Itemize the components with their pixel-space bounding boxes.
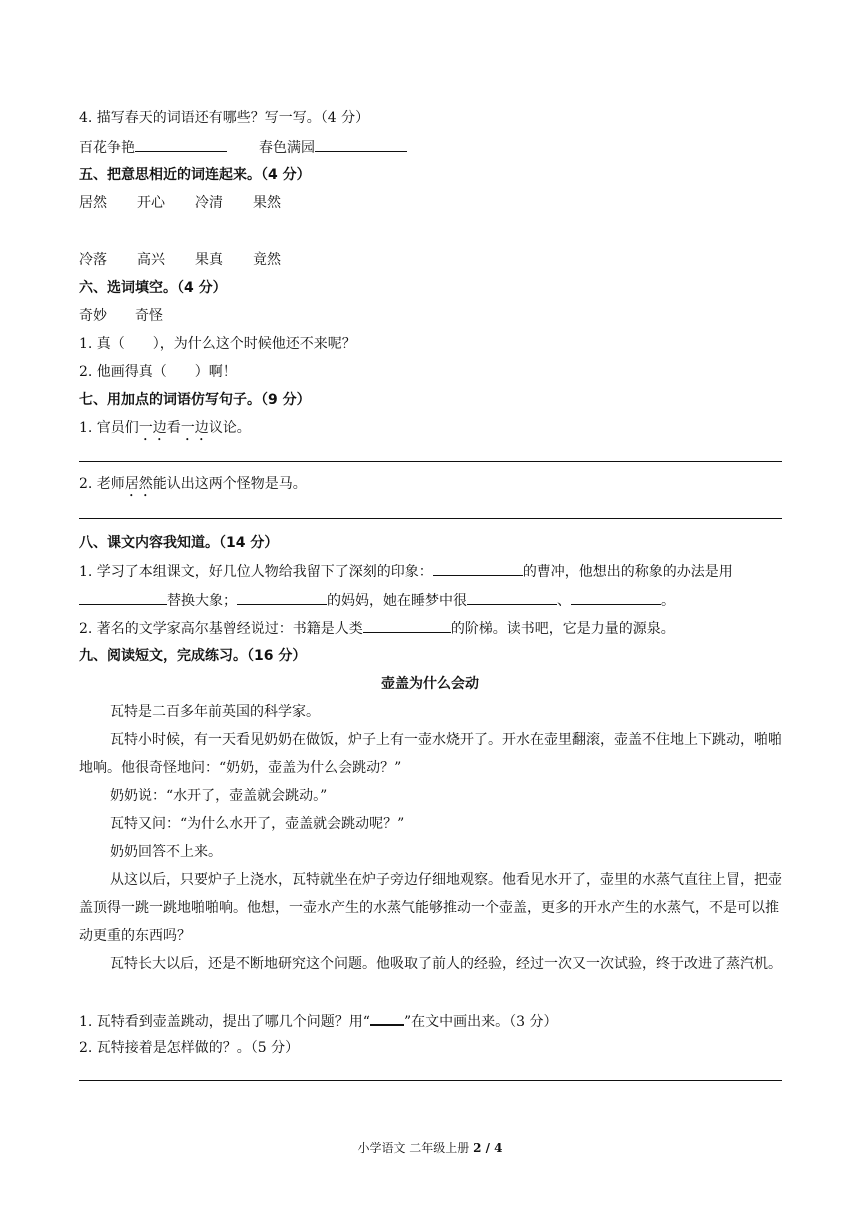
s9-q1-underline-sample	[370, 1010, 404, 1026]
s8-q1-text: 的曹冲，他想出的称象的办法是用	[522, 564, 733, 580]
s6-options: 奇妙 奇怪	[79, 308, 163, 324]
section-9-heading: 九、阅读短文，完成练习。（16 分）	[79, 648, 307, 664]
passage-paragraph-4: 瓦特又问：“为什么水开了，壶盖就会跳动呢？”	[110, 816, 405, 832]
s8-question-1-line-2	[79, 590, 675, 611]
q4-word-2: 春色满园	[259, 140, 315, 156]
passage-paragraph-2: 瓦特小时候，有一天看见奶奶在做饭，炉子上有一壶水烧开了。开水在壶里翻滚，壶盖不住地上下跳动，啪啪地响。他很奇怪地问：“奶奶，壶盖为什么会跳动？”	[79, 732, 782, 776]
footer-text: 小学语文 二年级上册	[357, 1141, 474, 1155]
passage-paragraph-7: 瓦特长大以后，还是不断地研究这个问题。他吸取了前人的经验，经过一次又一次试验，终于改进了蒸汽机。	[110, 956, 782, 972]
s7-answer-line-1	[79, 461, 782, 462]
s8-question-1-line-1	[79, 561, 733, 582]
s7-q1-emphasis-1: 一边	[138, 420, 167, 436]
passage-title: 壶盖为什么会动	[381, 676, 479, 692]
s5-word: 果真	[195, 252, 223, 268]
s8-q2-text: 2. 著名的文学家高尔基曾经说过：书籍是人类	[79, 621, 363, 637]
s5-word: 冷清	[195, 195, 223, 211]
q4-answer-line	[79, 137, 407, 158]
s6-question-2: 2. 他画得真（ ）啊！	[79, 364, 237, 380]
s7-q2-emphasis: 居然	[124, 476, 153, 492]
q4-blank-2	[315, 137, 407, 152]
s8-blank	[363, 618, 451, 633]
passage-paragraph-6: 从这以后，只要炉子上浇水，瓦特就坐在炉子旁边仔细地观察。他看见水开了，壶里的水蒸气直往上冒，把壶盖顶得一跳一跳地啪啪响。他想，一壶水产生的水蒸气能够推动一个壶盖，更多的开水产生的水蒸气，不是可以推动更重的东西吗？	[79, 872, 782, 944]
s7-question-2	[79, 474, 307, 500]
s8-q1-text: 。	[661, 593, 675, 609]
s8-blank	[571, 590, 661, 605]
s9-question-2: 2. 瓦特接着是怎样做的？。（5 分）	[79, 1040, 300, 1056]
s5-row-1	[79, 193, 311, 213]
s8-blank	[433, 561, 523, 576]
s7-q1-text: 看	[166, 420, 181, 436]
s5-row-2	[79, 250, 311, 270]
s7-q2-text: 2. 老师	[79, 476, 125, 492]
s7-answer-line-2	[79, 518, 782, 519]
s5-word: 高兴	[137, 252, 165, 268]
s7-q1-text: 1. 官员们	[79, 420, 139, 436]
s7-q2-text: 能认出这两个怪物是马。	[152, 476, 307, 492]
passage-paragraph-5: 奶奶回答不上来。	[110, 844, 222, 860]
section-6-heading: 六、选词填空。（4 分）	[79, 280, 227, 296]
s5-word: 冷落	[79, 252, 107, 268]
s6-question-1: 1. 真（ ），为什么这个时候他还不来呢？	[79, 336, 356, 352]
passage-paragraph-1: 瓦特是二百多年前英国的科学家。	[110, 704, 320, 720]
s9-answer-line	[79, 1080, 782, 1081]
s7-q1-emphasis-2: 一边	[180, 420, 209, 436]
s8-blank	[79, 590, 167, 605]
s8-q2-text: 的阶梯。读书吧，它是力量的源泉。	[450, 621, 675, 637]
page-footer	[0, 1140, 860, 1156]
s8-question-2	[79, 618, 675, 639]
q4-word-1: 百花争艳	[79, 140, 135, 156]
s8-blank	[237, 590, 327, 605]
section-8-heading: 八、课文内容我知道。（14 分）	[79, 535, 279, 551]
section-5-heading: 五、把意思相近的词连起来。（4 分）	[79, 167, 311, 183]
page-number: 2 / 4	[473, 1141, 503, 1155]
s8-q1-text: 1. 学习了本组课文，好几位人物给我留下了深刻的印象：	[79, 564, 433, 580]
s5-word: 竟然	[253, 252, 281, 268]
s7-q1-text: 议论。	[208, 420, 251, 436]
s9-question-1	[79, 1010, 557, 1032]
s8-q1-text: 的妈妈，她在睡梦中很	[327, 593, 467, 609]
q4-prompt: 4. 描写春天的词语还有哪些？写一写。（4 分）	[79, 110, 370, 126]
s5-word: 果然	[253, 195, 281, 211]
s9-q1-text: ”在文中画出来。（3 分）	[403, 1014, 558, 1030]
q4-blank-1	[135, 137, 227, 152]
s8-q1-text: 、	[557, 593, 571, 609]
s5-word: 开心	[137, 195, 165, 211]
s9-q1-text: 1. 瓦特看到壶盖跳动，提出了哪几个问题？用“	[79, 1014, 370, 1030]
section-7-heading: 七、用加点的词语仿写句子。（9 分）	[79, 392, 311, 408]
s5-word: 居然	[79, 195, 107, 211]
s7-question-1	[79, 418, 251, 444]
s8-blank	[467, 590, 557, 605]
passage-paragraph-3: 奶奶说：“水开了，壶盖就会跳动。”	[110, 788, 328, 804]
s8-q1-text: 替换大象；	[167, 593, 237, 609]
